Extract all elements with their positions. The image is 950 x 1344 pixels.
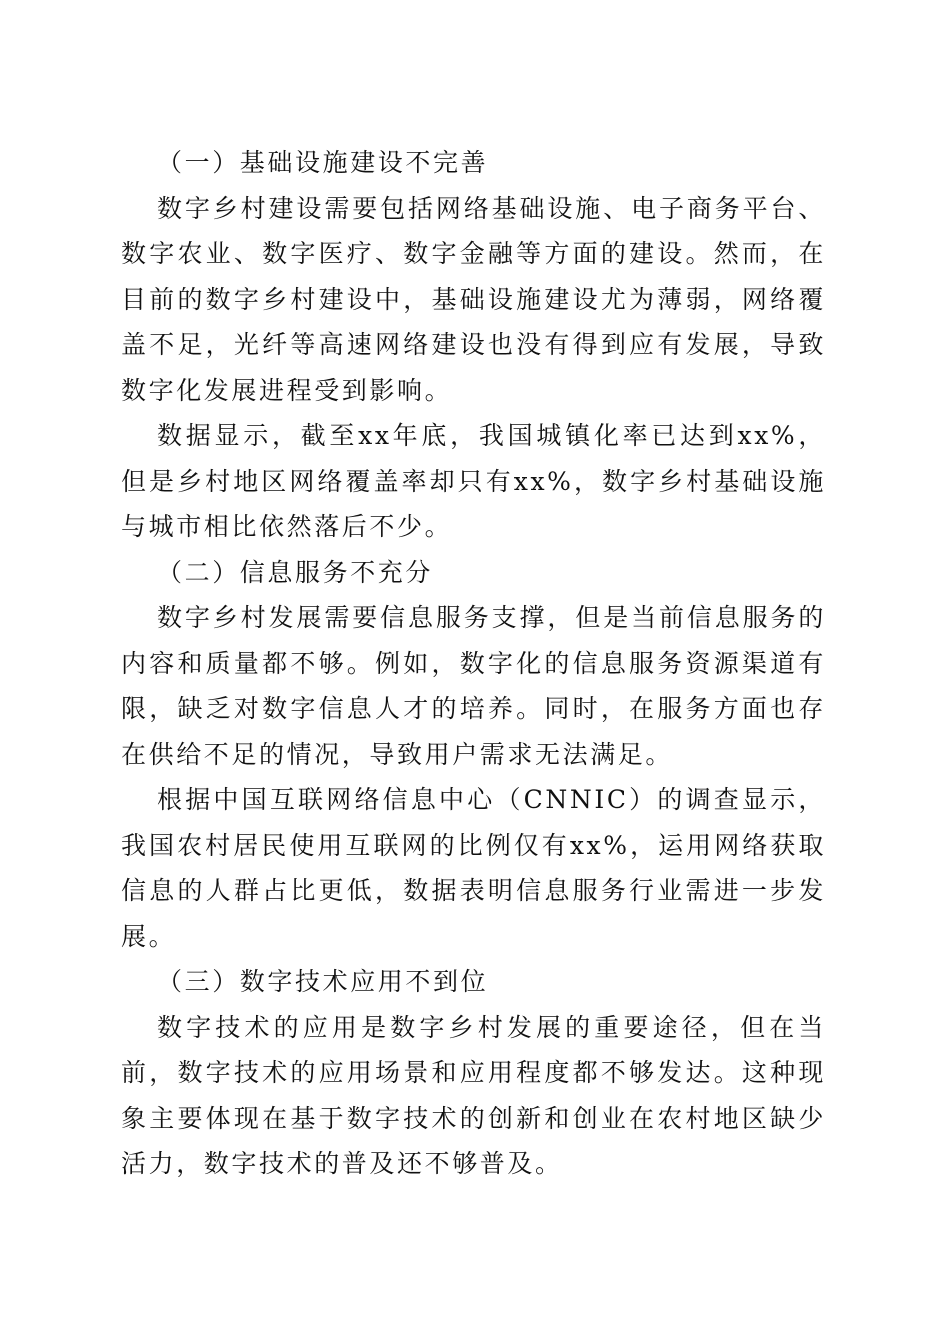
document-body <box>121 140 826 1187</box>
paragraph-digital-technology-overview: 数字技术的应用是数字乡村发展的重要途径，但在当前，数字技术的应用场景和应用程度都不够发达。这种现象主要体现在基于数字技术的创新和创业在农村地区缺少活力，数字技术的普及还不够普及。 <box>121 1012 826 1178</box>
paragraph-information-services-overview: 数字乡村发展需要信息服务支撑，但是当前信息服务的内容和质量都不够。例如，数字化的信息服务资源渠道有限，缺乏对数字信息人才的培养。同时，在服务方面也存在供给不足的情况，导致用户需求无法满足。 <box>121 603 826 769</box>
section-heading-information-services: （二）信息服务不充分 <box>157 557 434 587</box>
paragraph-infrastructure-overview: 数字乡村建设需要包括网络基础设施、电子商务平台、数字农业、数字医疗、数字金融等方面的建设。然而，在目前的数字乡村建设中，基础设施建设尤为薄弱，网络覆盖不足，光纤等高速网络建设也没有得到应有发展，导致数字化发展进程受到影响。 <box>121 193 826 405</box>
section-heading-infrastructure: （一）基础设施建设不完善 <box>157 148 489 177</box>
paragraph-information-services-data: 根据中国互联网络信息中心（CNNIC）的调查显示，我国农村居民使用互联网的比例仅有xx%，运用网络获取信息的人群占比更低，数据表明信息服务行业需进一步发展。 <box>121 785 826 951</box>
section-heading-digital-technology: （三）数字技术应用不到位 <box>157 967 489 996</box>
paragraph-infrastructure-data: 数据显示，截至xx年底，我国城镇化率已达到xx%，但是乡村地区网络覆盖率却只有xx%，数字乡村基础设施与城市相比依然落后不少。 <box>121 421 826 541</box>
